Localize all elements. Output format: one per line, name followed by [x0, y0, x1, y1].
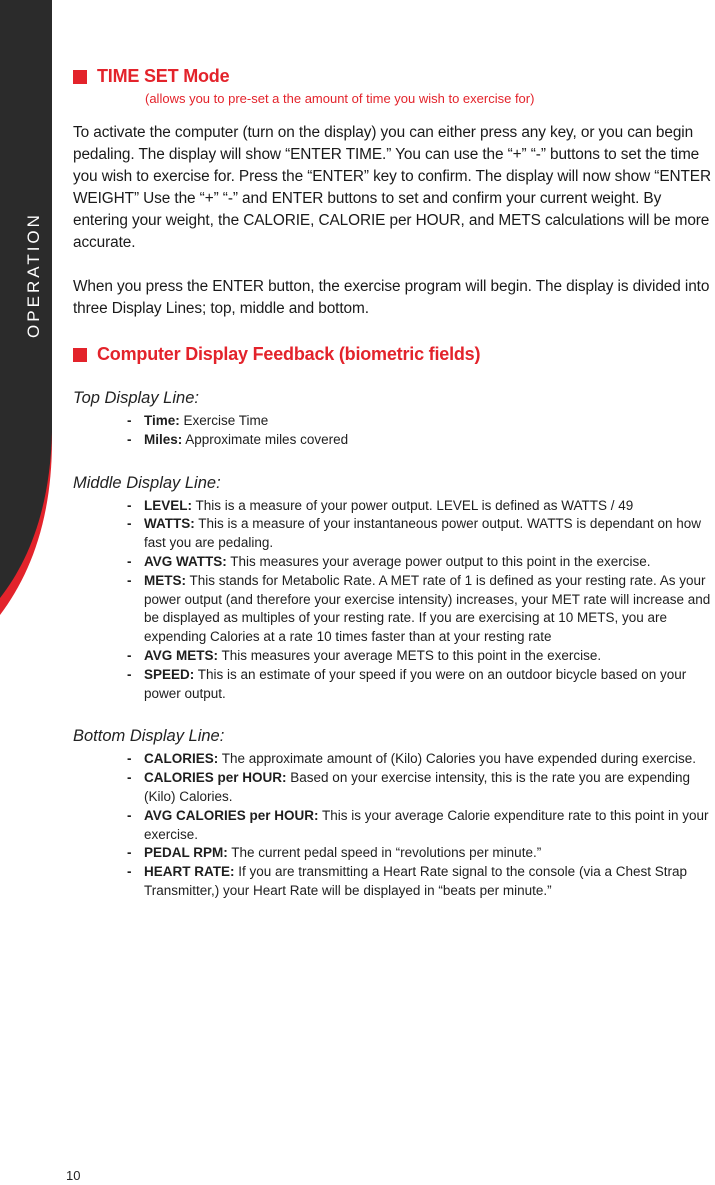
red-square-bullet-icon	[73, 348, 87, 362]
page-number: 10	[66, 1168, 81, 1183]
top-display-line-heading: Top Display Line:	[73, 389, 199, 407]
list-item: - LEVEL: This is a measure of your power output. LEVEL is defined as WATTS / 49	[127, 497, 634, 513]
paragraph-display-lines: When you press the ENTER button, the exercise program will begin. The display is divided into three Display Lines; top, middle and bottom.	[73, 278, 710, 317]
list-item: - AVG METS: This measures your average METS to this point in the exercise.	[127, 647, 602, 663]
list-item: - Time: Exercise Time	[127, 413, 269, 428]
bottom-display-line-heading: Bottom Display Line:	[73, 727, 225, 746]
red-square-bullet-icon	[73, 70, 87, 84]
section-title: Computer Display Feedback (biometric fields)	[97, 344, 481, 364]
list-item: - AVG WATTS: This measures your average power output to this point in the exercise.	[127, 553, 651, 569]
list-item: - METS: This stands for Metabolic Rate. A MET rate of 1 is defined as your resting rate. As your power output (and therefore your exercise intensity) increases, your MET rate will increase and be displayed as multiples of your resting rate. If you are exercising at 10 METS, you are expending Calories at a rate 10 times faster than at your resting rate	[127, 572, 711, 645]
list-item: - SPEED: This is an estimate of your speed if you were on an outdoor bicycle based on your power output.	[127, 666, 687, 701]
list-item: - AVG CALORIES per HOUR: This is your average Calorie expenditure rate to this point in your exercise.	[127, 807, 709, 842]
list-item: - CALORIES: The approximate amount of (Kilo) Calories you have expended during exercise.	[127, 751, 697, 767]
middle-display-line-heading: Middle Display Line:	[73, 473, 221, 492]
top-display-line-list	[73, 412, 713, 450]
section-heading-feedback	[73, 344, 713, 365]
list-item: - HEART RATE: If you are transmitting a Heart Rate signal to the console (via a Chest Strap Transmitter,) your Heart Rate will be displayed in “beats per minute.”	[127, 864, 687, 898]
list-item: - CALORIES per HOUR: Based on your exercise intensity, this is the rate you are expending (Kilo) Calories.	[127, 770, 691, 804]
list-item: - WATTS: This is a measure of your instantaneous power output. WATTS is dependant on how fast you are pedaling.	[127, 516, 702, 551]
section-heading-time-set	[73, 66, 713, 87]
sidebar-section-label: OPERATION	[24, 212, 43, 338]
section-title: TIME SET Mode	[97, 66, 230, 86]
list-item: - PEDAL RPM: The current pedal speed in “revolutions per minute.”	[127, 845, 542, 861]
bottom-display-line-list	[73, 750, 713, 900]
section-subtitle: (allows you to pre-set a the amount of time you wish to exercise for)	[145, 91, 535, 106]
paragraph-activate: To activate the computer (turn on the display) you can either press any key, or you can begin pedaling. The display will show “ENTER TIME.” You can use the “+” “-” buttons to set the time you wish to exercise for. Press the “ENTER” key to confirm. The display will now show “ENTER WEIGHT” Use the “+” “-” and ENTER buttons to set and confirm your current weight. By entering your weight, the CALORIE, CALORIE per HOUR, and METS calculations will be more accurate.	[73, 124, 711, 251]
list-item: - Miles: Approximate miles covered	[127, 431, 349, 447]
middle-display-line-list	[73, 497, 713, 704]
main-content	[73, 66, 713, 901]
